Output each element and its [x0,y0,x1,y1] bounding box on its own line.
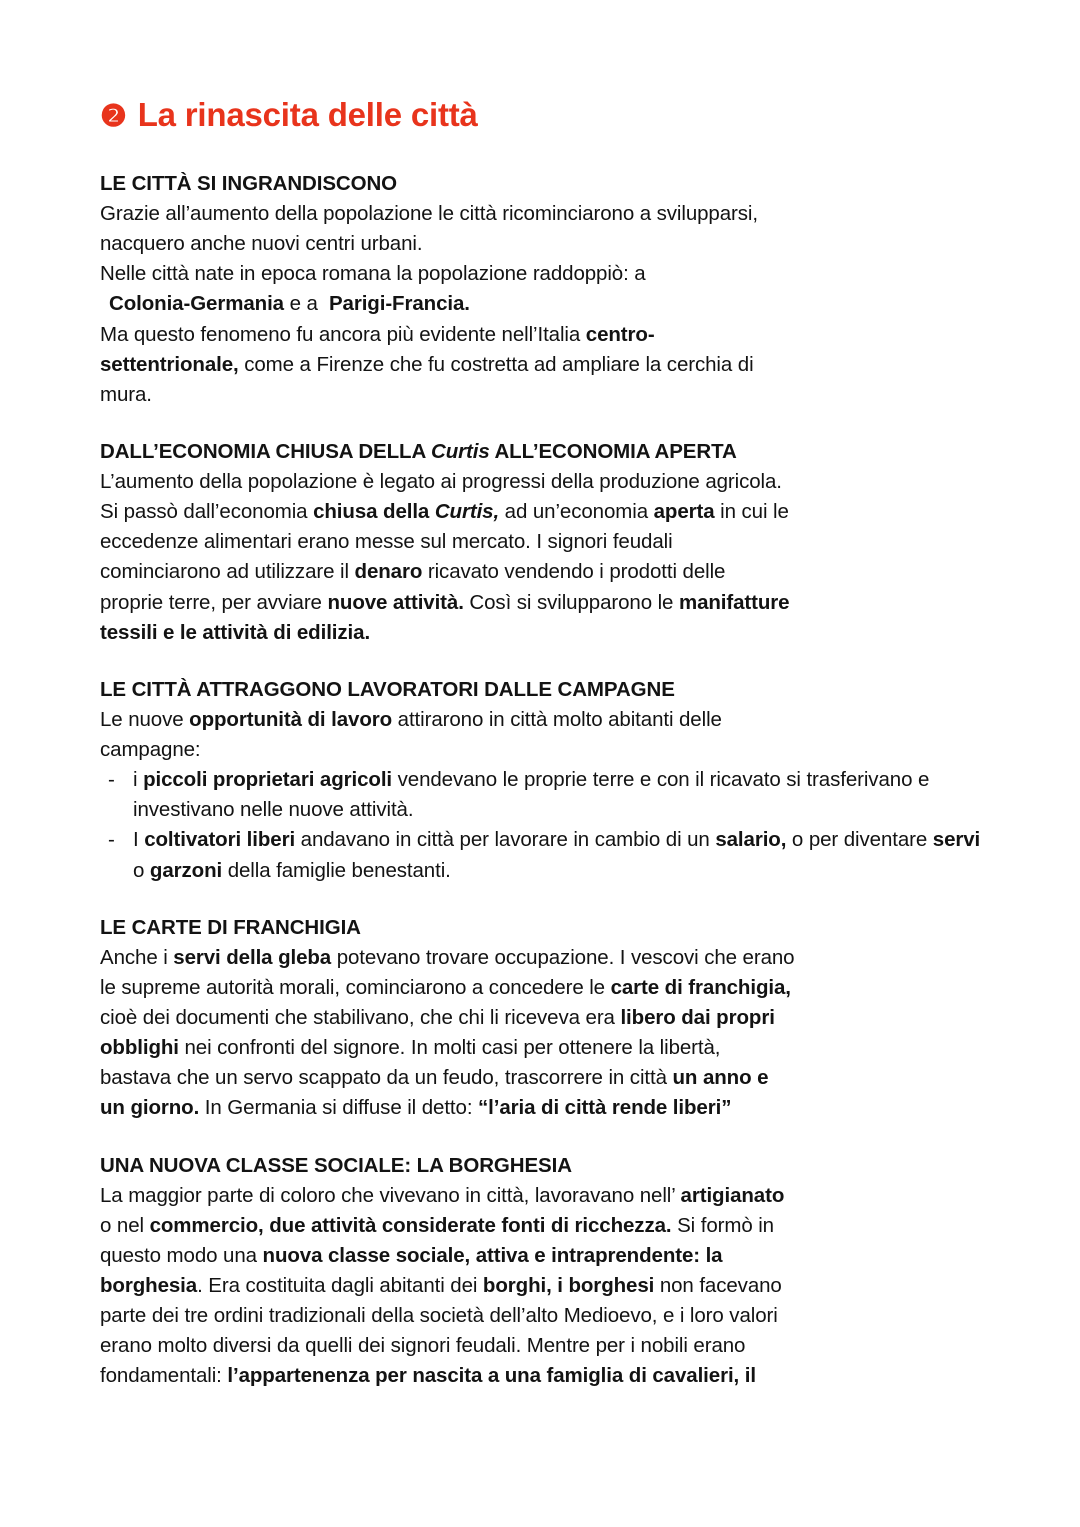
text-line: L’aumento della popolazione è legato ai progressi della produzione agricola. [100,470,782,494]
section-carte-di-franchigia [100,913,984,1124]
text-line: obblighi nei confronti del signore. In molti casi per ottenere la libertà, [100,1036,721,1060]
text-line: La maggior parte di coloro che vivevano in città, lavoravano nell’ artigianato [100,1183,785,1207]
section-body [100,943,984,1124]
text-line: settentrionale, come a Firenze che fu costretta ad ampliare la cerchia di [100,352,754,376]
heading-part: DALL’ECONOMIA CHIUSA DELLA [100,439,431,463]
text-line: bastava che un servo scappato da un feudo, trascorrere in città un anno e [100,1066,769,1090]
section-body [100,1181,984,1392]
section-citta-attraggono-lavoratori [100,675,984,886]
list-item [100,825,984,885]
page-title-text: La rinascita delle città [137,96,478,133]
heading-part-italic: Curtis [431,439,490,463]
text-line: tessili e le attività di edilizia. [100,620,371,644]
text-line: un giorno. In Germania si diffuse il detto: “l’aria di città rende liberi” [100,1096,732,1120]
text-line: cominciarono ad utilizzare il denaro ricavato vendendo i prodotti delle [100,560,726,584]
text-line: fondamentali: l’appartenenza per nascita a una famiglia di cavalieri, il [100,1364,756,1388]
bullet-list [100,765,984,886]
section-body [100,467,984,648]
page-title [100,96,984,135]
text-line: Si passò dall’economia chiusa della Curtis, ad un’economia aperta in cui le [100,500,789,524]
section-economia-chiusa-aperta [100,437,984,648]
text-line: mura. [100,382,152,406]
text-line: proprie terre, per avviare nuove attività. Così si svilupparono le manifatture [100,590,790,614]
heading-part: ALL’ECONOMIA APERTA [489,439,737,463]
section-heading: LE CITTÀ ATTRAGGONO LAVORATORI DALLE CAMPAGNE [100,677,675,701]
text-line: Ma questo fenomeno fu ancora più evidente nell’Italia centro- [100,322,655,346]
text-line: campagne: [100,738,201,762]
text-line: nacquero anche nuovi centri urbani. [100,232,423,256]
list-item-text: I coltivatori liberi andavano in città per lavorare in cambio di un salario, o per diventare servi o garzoni della famiglie benestanti. [133,828,981,882]
list-item-text: i piccoli proprietari agricoli vendevano le proprie terre e con il ricavato si trasferivano e investivano nelle nuove attività. [133,768,930,822]
section-nuova-classe-sociale-borghesia [100,1151,984,1392]
text-line: borghesia. Era costituita dagli abitanti dei borghi, i borghesi non facevano [100,1273,782,1297]
text-line: erano molto diversi da quelli dei signori feudali. Mentre per i nobili erano [100,1334,746,1358]
text-line: parte dei tre ordini tradizionali della società dell’alto Medioevo, e i loro valori [100,1304,778,1328]
text-line: o nel commercio, due attività considerate fonti di ricchezza. Si formò in [100,1213,774,1237]
section-heading: LE CARTE DI FRANCHIGIA [100,915,361,939]
section-heading: UNA NUOVA CLASSE SOCIALE: LA BORGHESIA [100,1153,572,1177]
text-line: Le nuove opportunità di lavoro attirarono in città molto abitanti delle [100,707,722,731]
text-line: eccedenze alimentari erano messe sul mercato. I signori feudali [100,530,673,554]
text-line: Anche i servi della gleba potevano trovare occupazione. I vescovi che erano [100,945,795,969]
text-line: cioè dei documenti che stabilivano, che chi li riceveva era libero dai propri [100,1006,775,1029]
text-line-places: Colonia-Germania e a Parigi-Francia. [109,292,470,316]
text-line: questo modo una nuova classe sociale, attiva e intraprendente: la [100,1243,723,1267]
section-heading [100,437,984,466]
text-line: Grazie all’aumento della popolazione le città ricominciarono a svilupparsi, [100,202,758,226]
bullet-dash-icon: - [108,828,115,852]
text-line: Nelle città nate in epoca romana la popolazione raddoppiò: a [100,262,646,286]
text-line: le supreme autorità morali, cominciarono a concedere le carte di franchigia, [100,975,791,999]
section-heading: LE CITTÀ SI INGRANDISCONO [100,171,398,195]
bullet-dash-icon: - [108,768,115,792]
document-content [100,96,984,1391]
section-number-badge-icon: ❷ [100,100,127,133]
section-body [100,199,984,410]
section-citta-si-ingrandiscono [100,169,984,410]
section-body [100,705,984,765]
list-item [100,765,984,825]
